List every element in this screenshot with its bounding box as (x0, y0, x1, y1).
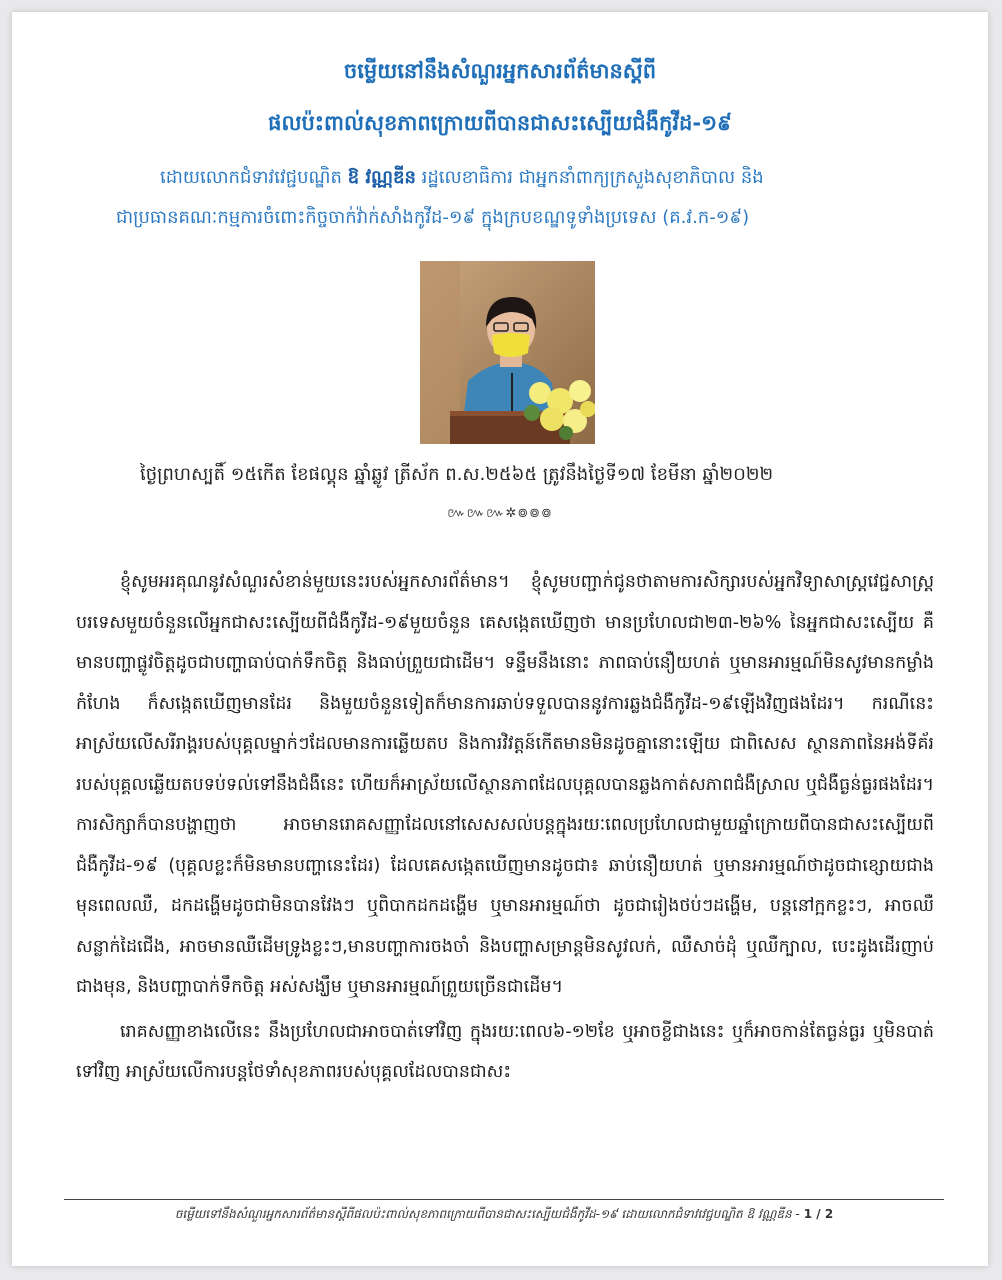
byline-line-2: ជាប្រធានគណៈកម្មការចំពោះកិច្ចចាក់វ៉ាក់សាំងកូវីដ-១៩ ក្នុងក្របខណ្ឌទូទាំងប្រទេស (គ.វ.ក-១៩) (116, 207, 750, 228)
speaker-at-podium-photo (420, 261, 595, 444)
date-line: ថ្ងៃព្រហស្បតិ៍ ១៥កើត ខែផល្គុន ឆ្នាំឆ្លូវ ត្រីស័ក ព.ស.២៥៦៥ ត្រូវនឹងថ្ងៃទី១៧ ខែមីនា ឆ្នាំ២០២២ (140, 464, 774, 485)
page-footer (64, 1206, 944, 1224)
byline (116, 158, 930, 238)
footer-divider (64, 1199, 944, 1200)
title-line-2: ផលប៉ះពាល់សុខភាពក្រោយពីបានជាសះស្បើយជំងឺកូវីដ-១៩ (268, 111, 732, 135)
page-number: 1 / 2 (803, 1207, 834, 1221)
ornament-divider: ៚៚៚✲៙៙៙ (447, 506, 553, 521)
speaker-photo (420, 261, 595, 444)
byline-prefix: ដោយលោកជំទាវវេជ្ជបណ្ឌិត (160, 167, 348, 188)
document-body (76, 562, 934, 1093)
document-page (12, 12, 988, 1266)
paragraph-1: ខ្ញុំសូមអរគុណនូវសំណួរសំខាន់មួយនេះរបស់អ្នកសារព័ត៌មាន។ ខ្ញុំសូមបញ្ជាក់ជូនថាតាមការសិក្សារបស់អ្នកវិទ្យាសាស្ត្រវេជ្ជសាស្ត្របរទេសមួយចំនួនលើអ្នកជាសះស្បើយពីជំងឺកូវីដ-១៩មួយចំនួន គេសង្កេតឃើញថា មានប្រហែលជា២៣-២៦% នៃអ្នកជាសះស្បើយ គឺមានបញ្ហាផ្លូវចិត្តដូចជាបញ្ហាធាប់បាក់ទឹកចិត្ត និងធាប់ព្រួយជាដើម។ ទន្ទឹមនឹងនោះ ភាពធាប់នឿយហត់ ឬមានអារម្មណ៍មិនសូវមានកម្លាំងកំហែង ក៏សង្កេតឃើញមានដែរ និងមួយចំនួនទៀតក៏មានការឆាប់ទទួលបាននូវការឆ្លងជំងឺកូវីដ-១៩ឡើងវិញផងដែរ។ ករណីនេះ អាស្រ័យលើសរីរាង្គរបស់បុគ្គលម្នាក់ៗដែលមានការឆ្លើយតប និងការវិវត្តន៍កើតមានមិនដូចគ្នានោះឡើយ ជាពិសេស ស្ថានភាពនៃអង់ទីគ័ររបស់បុគ្គលឆ្លើយតបទប់ទល់ទៅនឹងជំងឺនេះ ហើយក៏អាស្រ័យលើស្ថានភាពដែលបុគ្គលបានឆ្លងកាត់សភាពជំងឺស្រាល ឬជំងឺធ្ងន់ធ្ងរផងដែរ។ ការសិក្សាក៏បានបង្ហាញថា អាចមានរោគសញ្ញាដែលនៅសេសសល់បន្តក្នុងរយៈពេលប្រហែលជាមួយឆ្នាំក្រោយពីបានជាសះស្បើយពីជំងឺកូវីដ-១៩ (បុគ្គលខ្លះក៏មិនមានបញ្ហានេះដែរ) ដែលគេសង្កេតឃើញមានដូចជា៖ ឆាប់នឿយហត់ ឬមានអារម្មណ៍ថាដូចជាខ្សោយជាងមុនពេលឈឺ, ដកដង្ហើមដូចជាមិនបានវែងៗ ឬពិបាកដកដង្ហើម ឬមានអារម្មណ៍ថា ដូចជារៀងថប់ៗដង្ហើម, បន្តនៅក្អកខ្លះៗ, អាចឈឺសន្លាក់ដៃជើង, អាចមានឈឺដើមទ្រូងខ្លះៗ,មានបញ្ហាការចងចាំ និងបញ្ហាសម្រាន្តមិនសូវលក់, ឈឺសាច់ដុំ ឬឈឺក្បាល, បេះដូងដើរញាប់ជាងមុន, និងបញ្ហាបាក់ទឹកចិត្ត អស់សង្ឃឹម ឬមានអារម្មណ៍ព្រួយច្រើនជាដើម។ (76, 572, 934, 997)
paragraph-2: រោគសញ្ញាខាងលើនេះ នឹងប្រហែលជាអាចបាត់ទៅវិញ ក្នុងរយៈពេល៦-១២ខែ ឬអាចខ្លីជាងនេះ ឬក៏អាចកាន់តែធ្ងន់ធ្ងរ ឬមិនបាត់ទៅវិញ អាស្រ័យលើការបន្តថែទាំសុខភាពរបស់បុគ្គលដែលបានជាសះ (76, 1021, 934, 1082)
byline-name: ឱ វណ្ណឌីន (347, 167, 416, 188)
title-line-1: ចម្លើយនៅនឹងសំណួរអ្នកសារព័ត៌មានស្តីពី (343, 59, 657, 83)
footer-text: ចម្លើយទៅនឹងសំណួរអ្នកសារព័ត៌មានស្តីពីផលប៉ះពាល់សុខភាពក្រោយពីបានជាសះស្បើយជំងឺកូវីដ-១៩ ដោយលោកជំទាវវេជ្ជបណ្ឌិត ឱ វណ្ណឌីន - (174, 1207, 800, 1221)
byline-suffix: រដ្ឋលេខាធិការ ជាអ្នកនាំពាក្យក្រសួងសុខាភិបាល និង (415, 167, 764, 188)
